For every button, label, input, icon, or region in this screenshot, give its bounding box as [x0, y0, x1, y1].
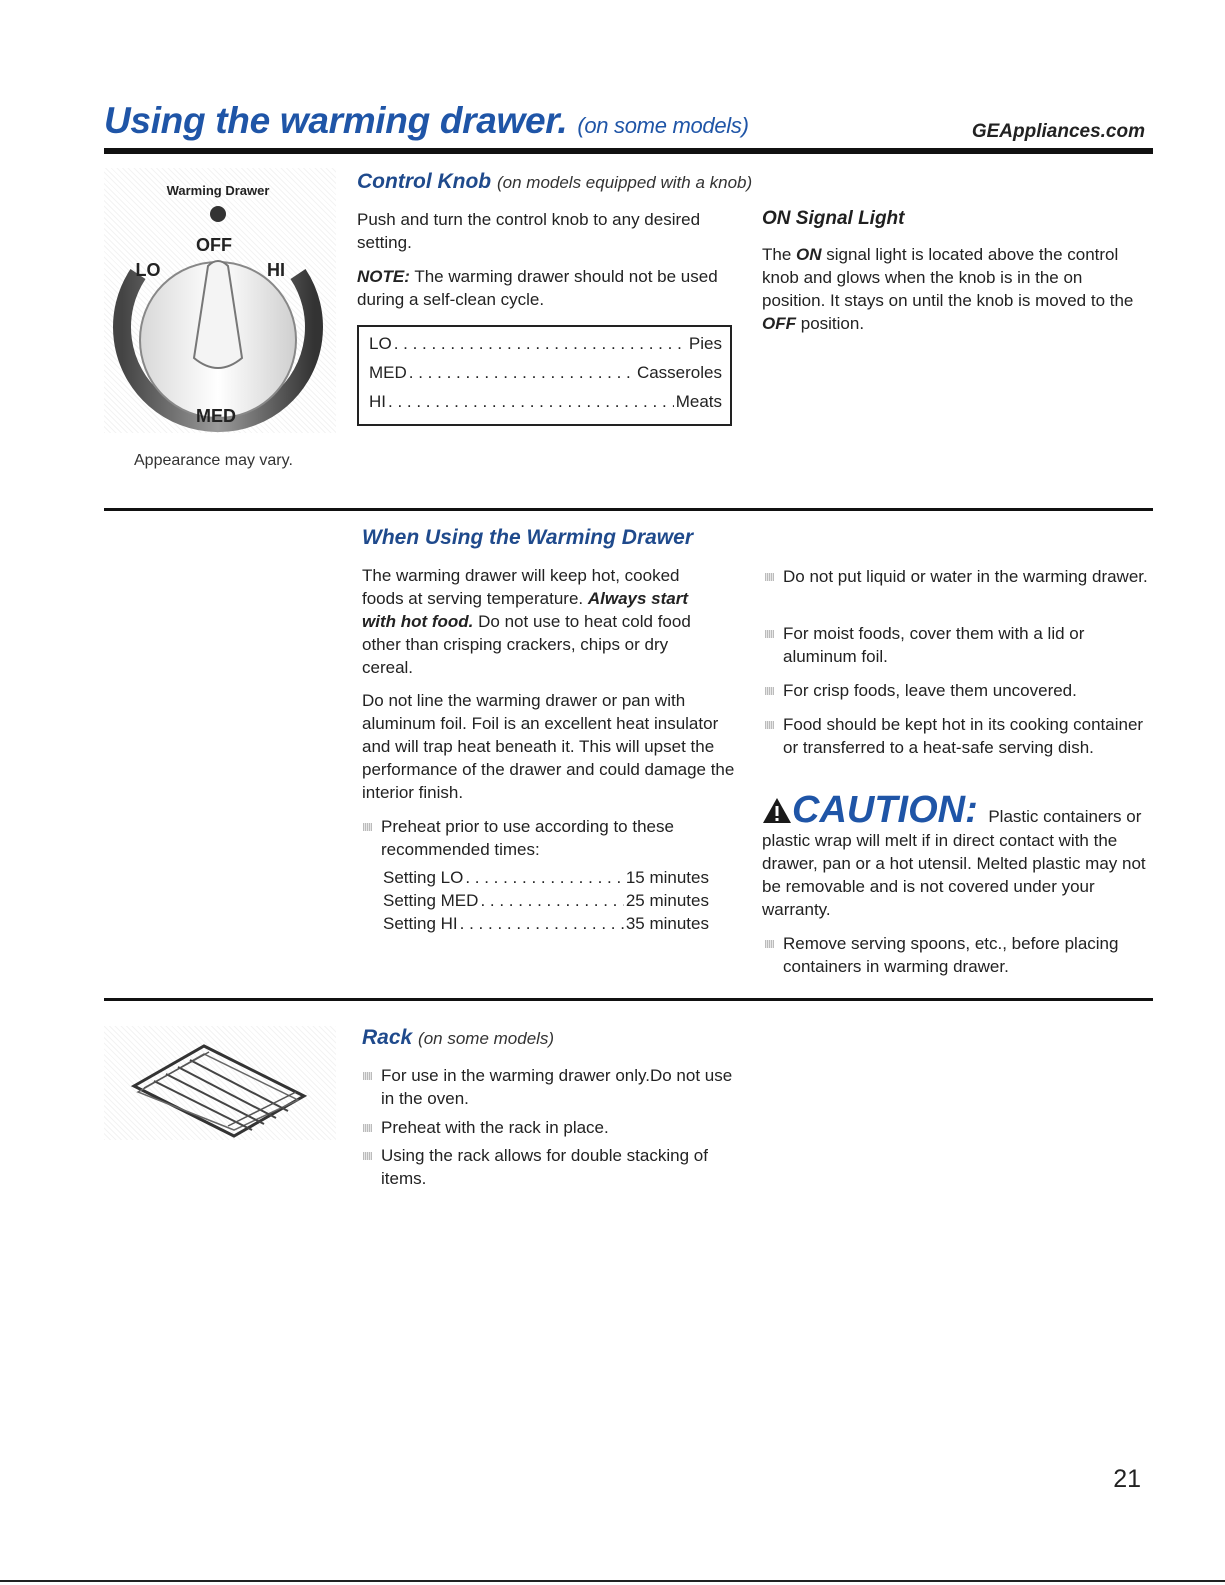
settings-row — [369, 329, 722, 358]
control-knob-intro: Push and turn the control knob to any desired setting. — [357, 210, 701, 252]
page-edge-rule — [0, 1580, 1225, 1582]
knob-caption: Appearance may vary. — [134, 452, 293, 469]
setting-food: Pies — [688, 334, 722, 353]
time-setting: Setting LO — [383, 868, 464, 887]
settings-table — [357, 325, 732, 426]
header-rule — [104, 148, 1153, 154]
leader-dots — [465, 866, 624, 889]
when-using-p1 — [362, 564, 722, 679]
list-item: Preheat with the rack in place. — [362, 1116, 746, 1139]
remove-bullet: Remove serving spoons, etc., before placing containers in warming drawer. — [764, 932, 1153, 978]
setting-name: HI — [369, 392, 386, 411]
control-knob-heading-text: Control Knob — [357, 170, 492, 193]
when-using-p2: Do not line the warming drawer or pan with aluminum foil. Foil is an excellent heat insulator and will trap heat beneath it. This will upset the performance of the drawer and could damage the interior finish. — [362, 691, 735, 802]
rack-illustration — [104, 1026, 336, 1140]
p1-text-b: Do not use to heat cold food other than crisping crackers, chips or dry cereal. — [362, 612, 691, 677]
settings-row — [369, 387, 722, 416]
signal-light-heading: ON Signal Light — [762, 208, 905, 229]
signal-off: OFF — [762, 314, 796, 333]
signal-text-2: signal light is located above the control knob and glows when the knob is in the on position. It stays on until the knob is moved to the — [762, 245, 1134, 310]
list-item: Using the rack allows for double stacking of items. — [362, 1144, 746, 1190]
page-title-sub: (on some models) — [577, 113, 749, 138]
page-number: 21 — [1113, 1465, 1141, 1493]
page-title-text: Using the warming drawer. — [104, 100, 568, 141]
leader-dots — [460, 912, 624, 935]
preheat-times — [383, 866, 709, 935]
control-knob-heading-sub: (on models equipped with a knob) — [496, 173, 753, 192]
settings-row — [369, 358, 722, 387]
leader-dots — [394, 329, 687, 358]
setting-food: Meats — [675, 392, 722, 411]
list-item: For moist foods, cover them with a lid or aluminum foil. — [764, 622, 1153, 668]
rack-heading-text: Rack — [362, 1026, 413, 1049]
setting-name: MED — [369, 363, 407, 382]
control-knob-heading — [357, 170, 752, 194]
warning-icon — [762, 796, 792, 824]
note-label: NOTE: — [357, 267, 410, 286]
rack-heading-sub: (on some models) — [418, 1029, 555, 1048]
time-row — [383, 866, 709, 889]
signal-text-1: The — [762, 245, 792, 264]
rack-icon — [104, 1026, 336, 1140]
note-text: The warming drawer should not be used during a self-clean cycle. — [357, 267, 718, 309]
list-item: Do not put liquid or water in the warming drawer. — [764, 565, 1153, 588]
knob-hi-label: HI — [267, 260, 285, 280]
caution-title: CAUTION: — [792, 789, 978, 831]
caution-lead: Plastic containers or — [988, 807, 1142, 826]
list-item: For use in the warming drawer only.Do not use in the oven. — [362, 1064, 746, 1110]
time-value: 35 minutes — [625, 914, 709, 933]
setting-food: Casseroles — [636, 363, 722, 382]
signal-on: ON — [796, 245, 822, 264]
p1-text-a: The warming drawer will keep hot, cooked foods at serving temperature. — [362, 566, 680, 608]
section-divider — [104, 508, 1153, 511]
site-url: GEAppliances.com — [971, 121, 1145, 142]
signal-light-icon — [210, 206, 226, 222]
time-setting: Setting HI — [383, 914, 458, 933]
time-row — [383, 912, 709, 935]
rack-heading — [362, 1026, 554, 1050]
knob-title: Warming Drawer — [166, 183, 270, 198]
time-row — [383, 889, 709, 912]
list-item: Food should be kept hot in its cooking container or transferred to a heat-safe serving dish. — [764, 713, 1153, 759]
time-value: 25 minutes — [625, 891, 709, 910]
leader-dots — [480, 889, 623, 912]
setting-name: LO — [369, 334, 392, 353]
signal-text-3: position. — [800, 314, 865, 333]
knob-lo-label: LO — [135, 260, 161, 280]
knob-svg — [104, 168, 336, 433]
p1-bold: Always start with hot food. — [362, 589, 689, 631]
knob-illustration — [104, 168, 336, 433]
section-divider — [104, 998, 1153, 1001]
page-title — [104, 100, 749, 142]
when-using-heading: When Using the Warming Drawer — [362, 526, 693, 549]
leader-dots — [388, 387, 674, 416]
list-item: For crisp foods, leave them uncovered. — [764, 679, 1153, 702]
time-setting: Setting MED — [383, 891, 479, 910]
knob-off-label: OFF — [196, 235, 232, 255]
leader-dots — [409, 358, 635, 387]
signal-light-text — [762, 243, 1147, 335]
knob-med-label: MED — [196, 406, 236, 426]
control-knob-note — [357, 265, 742, 311]
preheat-bullet: Preheat prior to use according to these recommended times: — [362, 815, 726, 861]
caution-body: plastic wrap will melt if in direct contact with the drawer, pan or a hot utensil. Melted plastic may not be removable and is not covered under your warranty. — [762, 831, 1146, 919]
time-value: 15 minutes — [625, 868, 709, 887]
